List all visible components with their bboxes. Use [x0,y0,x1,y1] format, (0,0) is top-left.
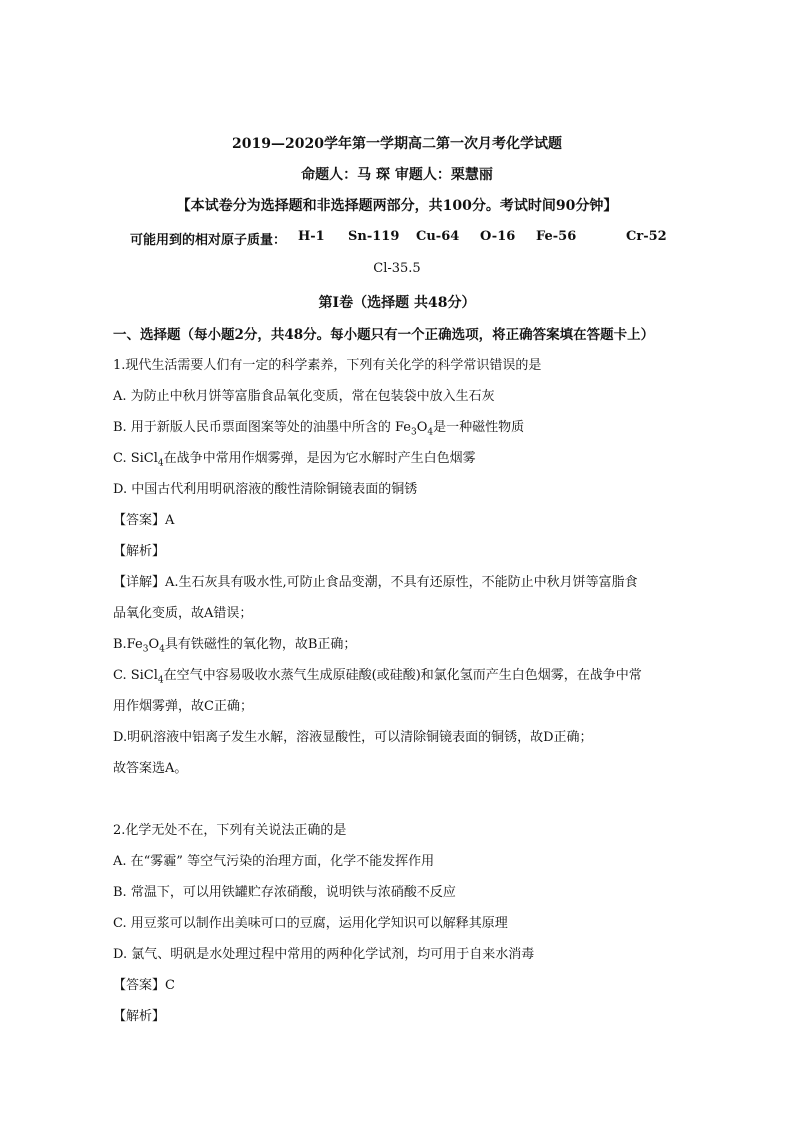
q1-option-a: A. 为防止中秋月饼等富脂食品氧化变质，常在包装袋中放入生石灰 [113,389,495,404]
atomic-mass-o: O-16 [480,229,516,244]
atomic-mass-cr: Cr-52 [626,229,667,244]
q2-option-a: A. 在“雾霾” 等空气污染的治理方面，化学不能发挥作用 [113,854,435,869]
section-heading: 一、选择题（每小题2分，共48分。每小题只有一个正确选项，将正确答案填在答题卡上） [113,327,655,343]
q2-stem: 2.化学无处不在，下列有关说法正确的是 [113,823,347,838]
q1-answer: 【答案】A [113,513,175,528]
q2-answer: 【答案】C [113,978,175,993]
q1-conclusion: 故答案选A。 [113,761,188,776]
atomic-mass-sn: Sn-119 [348,229,400,244]
q1-detail-c: C. SiCl$_4$在空气中容易吸收水蒸气生成原硅酸(或硅酸)和氯化氢而产生白色烟雾，在战争中常 [113,668,642,686]
q2-analysis-label: 【解析】 [113,1009,166,1024]
exam-notice: 【本试卷分为选择题和非选择题两部分，共100分。考试时间90分钟】 [176,198,618,214]
atomic-mass-fe: Fe-56 [536,229,577,244]
q1-stem: 1.现代生活需要人们有一定的科学素养，下列有关化学的科学常识错误的是 [113,358,542,373]
q2-option-d: D. 氯气、明矾是水处理过程中常用的两种化学试剂，均可用于自来水消毒 [113,947,535,962]
q1-detail-line-2: 品氧化变质，故A错误； [113,606,253,621]
q1-analysis-label: 【解析】 [113,544,166,559]
q1-detail-d: D.明矾溶液中铝离子发生水解，溶液显酸性，可以清除铜镜表面的铜锈，故D正确； [113,730,593,745]
q1-detail-c-cont: 用作烟雾弹，故C正确； [113,699,253,714]
exam-authors: 命题人：马 琛 审题人：栗慧丽 [301,167,493,183]
q2-option-b: B. 常温下，可以用铁罐贮存浓硝酸，说明铁与浓硝酸不反应 [113,885,456,900]
q1-option-b: B. 用于新版人民币票面图案等处的油墨中所含的 $Fe_3O_4$是一种磁性物质 [113,420,525,438]
atomic-mass-cl: Cl-35.5 [373,261,421,276]
atomic-mass-h: H-1 [298,229,325,244]
q1-detail-b: $B.Fe_3O_4$具有铁磁性的氧化物，故B正确； [113,637,357,655]
q1-option-c: C. SiCl$_4$在战争中常用作烟雾弹，是因为它水解时产生白色烟雾 [113,451,476,469]
atomic-masses-label: 可能用到的相对原子质量： [130,233,287,248]
exam-title: 2019—2020学年第一学期高二第一次月考化学试题 [232,136,562,152]
q2-option-c: C. 用豆浆可以制作出美味可口的豆腐，运用化学知识可以解释其原理 [113,916,508,931]
q1-option-d: D. 中国古代利用明矾溶液的酸性清除铜镜表面的铜锈 [113,482,418,497]
q1-detail-line-1: 【详解】A.生石灰具有吸水性,可防止食品变潮，不具有还原性，不能防止中秋月饼等富脂食 [113,575,638,590]
volume-title: 第Ⅰ卷（选择题 共48分） [318,295,476,311]
atomic-mass-cu: Cu-64 [416,229,460,244]
